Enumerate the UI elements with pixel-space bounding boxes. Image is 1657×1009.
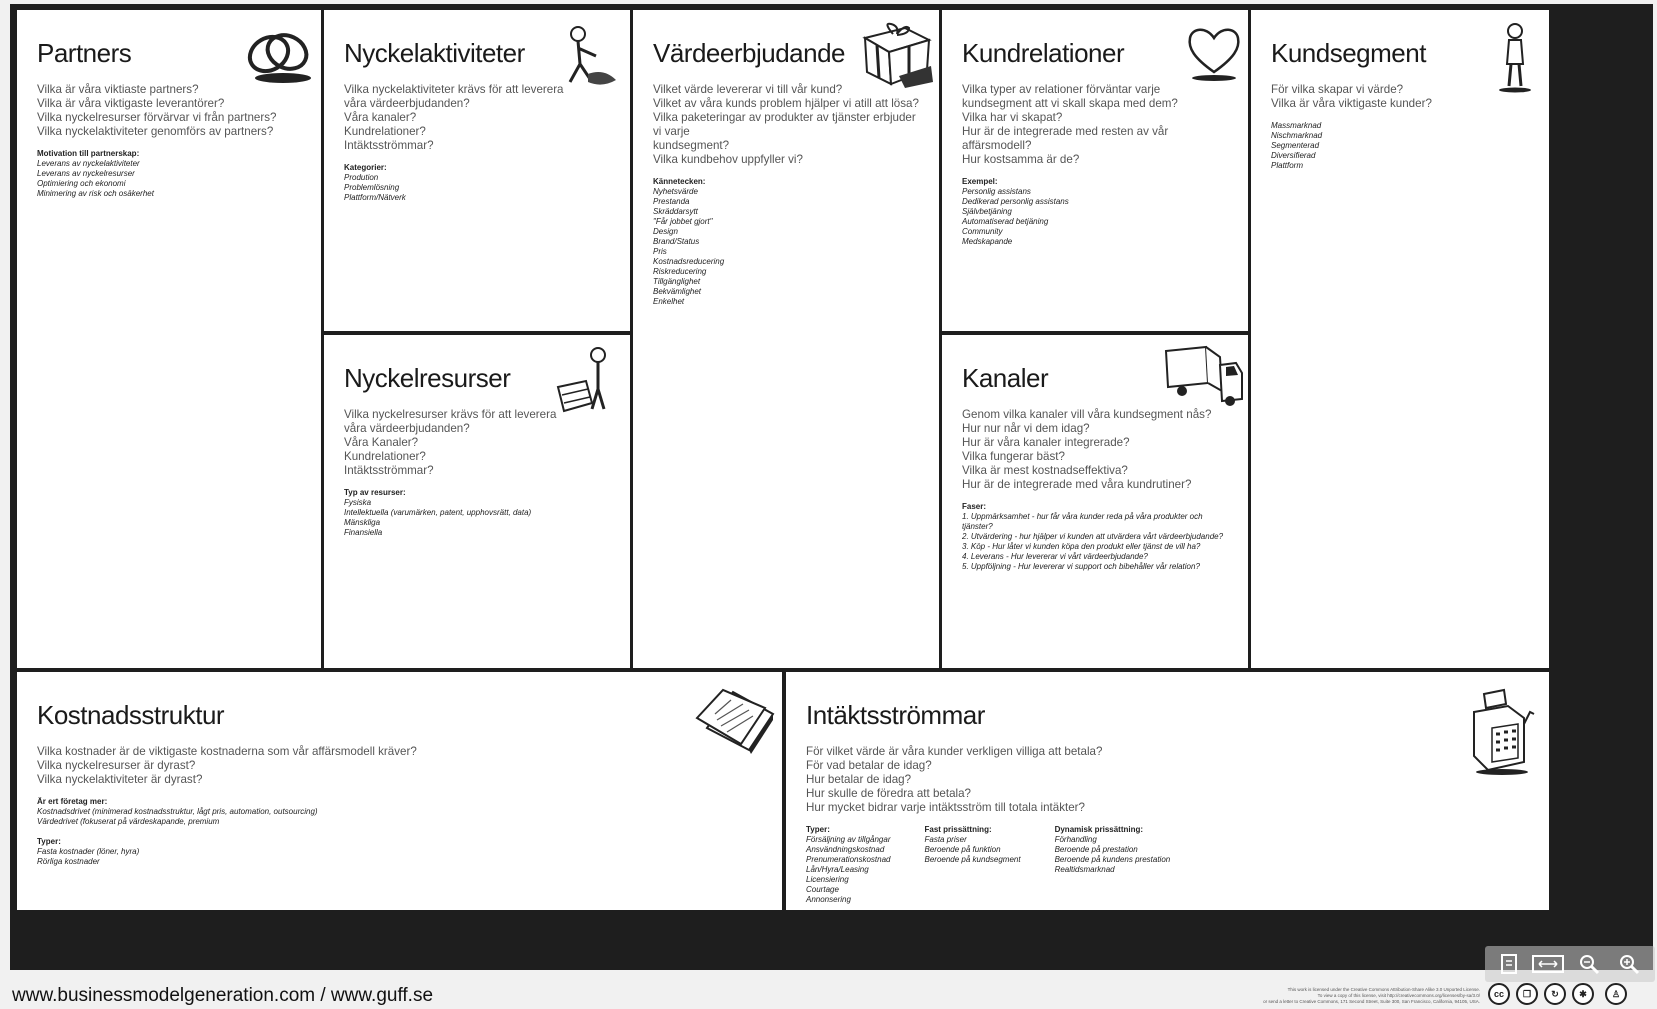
sub-item: Problemlösning bbox=[344, 183, 400, 192]
share-alike-icon: ↻ bbox=[1544, 983, 1566, 1005]
sub-item: Optimiering och ekonomi bbox=[37, 179, 126, 188]
copy-icon: ❐ bbox=[1516, 983, 1538, 1005]
question: Hur betalar de idag? bbox=[806, 773, 912, 786]
sub-item: Nyhetsvärde bbox=[653, 187, 698, 196]
sub-item: Licensiering bbox=[806, 875, 849, 884]
sub-item: Massmarknad bbox=[1271, 121, 1322, 130]
pdf-zoom-toolbar bbox=[1485, 946, 1655, 982]
block-title: Kundrelationer bbox=[962, 38, 1125, 68]
zoom-out-icon[interactable] bbox=[1577, 953, 1601, 975]
question: Vilka nyckelresurser krävs för att leverera bbox=[344, 408, 557, 421]
dynamic-pricing bbox=[1055, 825, 1171, 905]
question: Kundrelationer? bbox=[344, 125, 426, 138]
question: Vilka nyckelaktiviteter är dyrast? bbox=[37, 773, 203, 786]
block-title: Kanaler bbox=[962, 363, 1049, 393]
block-key-resources bbox=[324, 335, 630, 668]
block-title: Kostnadsstruktur bbox=[37, 700, 225, 730]
sub-item: Fysiska bbox=[344, 498, 372, 507]
question: Våra kanaler? bbox=[344, 111, 417, 124]
sub-item: Prestanda bbox=[653, 197, 690, 206]
question-list bbox=[962, 408, 1228, 492]
sub-item: Lån/Hyra/Leasing bbox=[806, 865, 869, 874]
question: Hur är våra kanaler integrerade? bbox=[962, 436, 1130, 449]
question: Vilka paketeringar av produkter av tjänster erbjuder vi varje bbox=[653, 111, 916, 138]
revenue-types bbox=[806, 825, 891, 905]
sub-item: Finansiella bbox=[344, 528, 383, 537]
remix-icon: ✱ bbox=[1572, 983, 1594, 1005]
sub-item: Värdedrivet (fokuserat på värdeskapande, premium bbox=[37, 817, 220, 826]
sub-item: Design bbox=[653, 227, 678, 236]
question-list bbox=[344, 83, 610, 153]
sub-item: Prodution bbox=[344, 173, 379, 182]
sub-item: Brand/Status bbox=[653, 237, 700, 246]
sub-item: Enkelhet bbox=[653, 297, 685, 306]
sub-item: Beroende på kundsegment bbox=[924, 855, 1021, 864]
sub-item: Annonsering bbox=[806, 895, 851, 904]
sub-item: Automatiserad betjäning bbox=[962, 217, 1049, 226]
sub-list bbox=[1271, 121, 1529, 171]
person-standing-icon bbox=[1495, 22, 1535, 94]
sub-item: Beroende på prestation bbox=[1054, 845, 1138, 854]
sub-item: Realtidsmarknad bbox=[1054, 865, 1115, 874]
question: Kundrelationer? bbox=[344, 450, 426, 463]
sub-item: Självbetjäning bbox=[962, 207, 1012, 216]
sub-item: Community bbox=[962, 227, 1003, 236]
license-line: This work is licensed under the Creative Commons Attribution-Share Alike 3.0 Unported License. bbox=[1287, 987, 1480, 992]
sub-heading: Typer: bbox=[806, 825, 830, 834]
license-text bbox=[1230, 987, 1480, 1005]
question: Vilka nyckelaktiviteter krävs för att leverera bbox=[344, 83, 564, 96]
sub-item: Fasta kostnader (löner, hyra) bbox=[37, 847, 140, 856]
gift-icon bbox=[859, 20, 935, 90]
sub-list bbox=[37, 149, 301, 199]
sub-item: Försäljning av tillgångar bbox=[806, 835, 891, 844]
sub-item: Rörliga kostnader bbox=[37, 857, 100, 866]
receipt-icon bbox=[693, 688, 775, 754]
fit-page-icon[interactable] bbox=[1497, 953, 1521, 975]
cash-register-icon bbox=[1468, 684, 1538, 776]
license-line: To view a copy of this license, visit http://creativecommons.org/licenses/by-sa/3.0/ bbox=[1317, 993, 1480, 998]
question: Vilka nyckelaktiviteter genomförs av partners? bbox=[37, 125, 274, 138]
sub-item: Intellektuella (varumärken, patent, upphovsrätt, data) bbox=[344, 508, 532, 517]
question-list bbox=[37, 83, 301, 139]
fit-width-icon[interactable] bbox=[1531, 953, 1565, 975]
license-line: or send a letter to Creative Commons, 171 Second Street, Suite 300, San Francisco, California, 94105, USA. bbox=[1263, 999, 1480, 1004]
question: Hur skulle de föredra att betala? bbox=[806, 787, 971, 800]
sub-heading: Faser: bbox=[962, 502, 987, 511]
question: Intäktsströmmar? bbox=[344, 464, 434, 477]
zoom-in-icon[interactable] bbox=[1617, 953, 1641, 975]
sub-item: Bekvämlighet bbox=[653, 287, 702, 296]
question: Hur nur når vi dem idag? bbox=[962, 422, 1090, 435]
question: Vilka nyckelresurser förvärvar vi från partners? bbox=[37, 111, 277, 124]
sub-item: "Får jobbet gjort" bbox=[653, 217, 713, 226]
sub-item: Skräddarsytt bbox=[653, 207, 698, 216]
sub-item: Diversifierad bbox=[1271, 151, 1316, 160]
block-partners bbox=[17, 10, 321, 668]
question: Vilka typer av relationer förväntar varje bbox=[962, 83, 1161, 96]
sub-item: Förhandling bbox=[1054, 835, 1097, 844]
sub-heading: Är ert företag mer: bbox=[37, 797, 108, 806]
sub-item: 1. Uppmärksamhet - hur får våra kunder reda på våra produkter och tjänster? bbox=[962, 512, 1203, 531]
sub-item: Segmenterad bbox=[1271, 141, 1320, 150]
sub-heading: Motivation till partnerskap: bbox=[37, 149, 140, 158]
sub-item: Medskapande bbox=[962, 237, 1013, 246]
question: Vilka kundbehov uppfyller vi? bbox=[653, 153, 803, 166]
sub-item: 3. Köp - Hur låter vi kunden köpa den produkt eller tjänst de vill ha? bbox=[962, 542, 1201, 551]
block-cost-structure bbox=[17, 672, 782, 910]
block-title: Kundsegment bbox=[1271, 38, 1426, 68]
revenue-columns bbox=[806, 825, 1529, 905]
question: Vilka är mest kostnadseffektiva? bbox=[962, 464, 1128, 477]
sub-item: 4. Leverans - Hur levererar vi vårt värdeerbjudande? bbox=[962, 552, 1148, 561]
footer-urls: www.businessmodelgeneration.com / www.guff.se bbox=[12, 985, 434, 1006]
sub-item: Personlig assistans bbox=[962, 187, 1031, 196]
sub-item: Beroende på kundens prestation bbox=[1054, 855, 1171, 864]
question: Vilka fungerar bäst? bbox=[962, 450, 1065, 463]
sub-item: Leverans av nyckelresurser bbox=[37, 169, 135, 178]
sub-item: Minimering av risk och osäkerhet bbox=[37, 189, 154, 198]
sub-heading: Fast prissättning: bbox=[924, 825, 992, 834]
sub-item: Courtage bbox=[806, 885, 839, 894]
sub-item: 2. Utvärdering - hur hjälper vi kunden att utvärdera vårt värdeerbjudande? bbox=[962, 532, 1224, 541]
sub-item: Beroende på funktion bbox=[924, 845, 1001, 854]
sub-list bbox=[37, 797, 762, 867]
block-title: Nyckelaktiviteter bbox=[344, 38, 525, 68]
question-list bbox=[806, 745, 1529, 815]
question: Vilket av våra kunds problem hjälper vi atill att lösa? bbox=[653, 97, 919, 110]
block-title: Partners bbox=[37, 38, 132, 68]
sub-heading: Typer: bbox=[37, 837, 61, 846]
question: Intäktsströmmar? bbox=[344, 139, 434, 152]
person-working-icon bbox=[558, 24, 620, 90]
question: Vilka nyckelresurser är dyrast? bbox=[37, 759, 196, 772]
sub-list bbox=[653, 177, 919, 307]
sub-heading: Dynamisk prissättning: bbox=[1054, 825, 1144, 834]
sub-item: Kostnadsdrivet (minimerad kostnadsstruktur, lågt pris, automation, outsourcing) bbox=[37, 807, 318, 816]
sub-item: Dedikerad personlig assistans bbox=[962, 197, 1069, 206]
rings-icon bbox=[239, 24, 317, 84]
business-model-canvas bbox=[10, 4, 1653, 970]
question: Hur är de integrerade med våra kundrutiner? bbox=[962, 478, 1192, 491]
sub-list bbox=[344, 488, 610, 538]
block-value-proposition bbox=[633, 10, 939, 668]
question: kundsegment? bbox=[653, 139, 730, 152]
question: Hur mycket bidrar varje intäktsström till totala intäkter? bbox=[806, 801, 1085, 814]
sub-item: Pris bbox=[653, 247, 667, 256]
sub-item: Plattform bbox=[1271, 161, 1304, 170]
block-title: Nyckelresurser bbox=[344, 363, 511, 393]
truck-icon bbox=[1162, 343, 1244, 407]
question: Vilka är våra viktigaste kunder? bbox=[1271, 97, 1432, 110]
block-title: Värdeerbjudande bbox=[653, 38, 845, 68]
question: kundsegment att vi skall skapa med dem? bbox=[962, 97, 1178, 110]
question: våra värdeerbjudanden? bbox=[344, 97, 470, 110]
question: För vad betalar de idag? bbox=[806, 759, 932, 772]
question: För vilket värde är våra kunder verkligen villiga att betala? bbox=[806, 745, 1103, 758]
sub-item: 5. Uppföljning - Hur levererar vi support och bibehåller vår relation? bbox=[962, 562, 1200, 571]
question-list bbox=[962, 83, 1228, 167]
block-customer-relationships bbox=[942, 10, 1248, 331]
sub-heading: Typ av resurser: bbox=[344, 488, 406, 497]
block-title: Intäktsströmmar bbox=[806, 700, 985, 730]
question: Vilka kostnader är de viktigaste kostnaderna som vår affärsmodell kräver? bbox=[37, 745, 417, 758]
sub-list bbox=[962, 177, 1228, 247]
question-list bbox=[1271, 83, 1529, 111]
sub-item: Prenumerationskostnad bbox=[806, 855, 891, 864]
sub-item: Ansvändningskostnad bbox=[806, 845, 885, 854]
sub-list bbox=[344, 163, 610, 203]
question-list bbox=[37, 745, 762, 787]
block-customer-segments bbox=[1251, 10, 1549, 668]
sub-item: Leverans av nyckelaktiviteter bbox=[37, 159, 140, 168]
cc-icon: cc bbox=[1488, 983, 1510, 1005]
question: Hur kostsamma är de? bbox=[962, 153, 1080, 166]
question: våra värdeerbjudanden? bbox=[344, 422, 470, 435]
question: Våra Kanaler? bbox=[344, 436, 419, 449]
question: För vilka skapar vi värde? bbox=[1271, 83, 1404, 96]
attribution-icon: ♙ bbox=[1605, 983, 1627, 1005]
block-key-activities bbox=[324, 10, 630, 331]
sub-item: Mänskliga bbox=[344, 518, 381, 527]
sub-item: Fasta priser bbox=[924, 835, 967, 844]
question: Vilket värde levererar vi till vår kund? bbox=[653, 83, 843, 96]
question: Vilka är våra viktigaste leverantörer? bbox=[37, 97, 225, 110]
question: Genom vilka kanaler vill våra kundsegment nås? bbox=[962, 408, 1212, 421]
block-channels bbox=[942, 335, 1248, 668]
question-list bbox=[653, 83, 919, 167]
question: Vilka är våra viktiaste partners? bbox=[37, 83, 199, 96]
block-revenue-streams bbox=[786, 672, 1549, 910]
sub-heading: Kännetecken: bbox=[653, 177, 706, 186]
sub-item: Tillgänglighet bbox=[653, 277, 701, 286]
fixed-pricing bbox=[925, 825, 1021, 905]
question: Hur är de integrerade med resten av vår affärsmodell? bbox=[962, 125, 1169, 152]
sub-list bbox=[962, 502, 1228, 572]
sub-item: Kostnadsreducering bbox=[653, 257, 725, 266]
person-with-crate-icon bbox=[552, 345, 622, 421]
sub-item: Riskreducering bbox=[653, 267, 707, 276]
sub-item: Nischmarknad bbox=[1271, 131, 1323, 140]
sub-heading: Kategorier: bbox=[344, 163, 387, 172]
sub-item: Plattform/Nätverk bbox=[344, 193, 406, 202]
heart-icon bbox=[1186, 24, 1242, 82]
sub-heading: Exempel: bbox=[962, 177, 998, 186]
question: Vilka har vi skapat? bbox=[962, 111, 1063, 124]
